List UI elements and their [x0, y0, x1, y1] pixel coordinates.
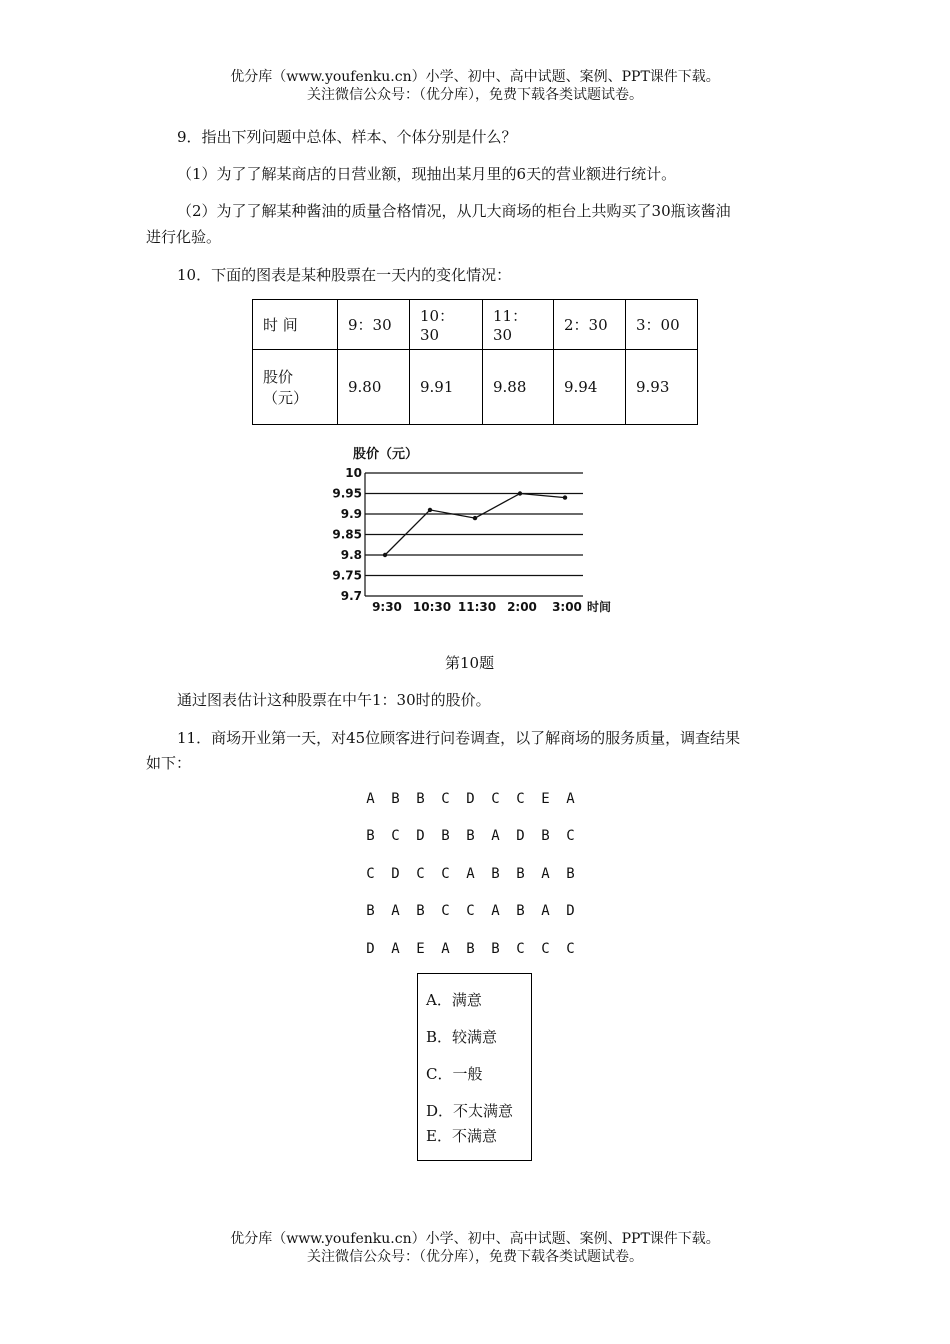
survey-cell: B [366, 828, 375, 845]
survey-cell: C [491, 791, 500, 807]
y-tick-label: 9.85 [332, 527, 362, 542]
survey-cell: D [566, 903, 575, 920]
footer-line-2: 关注微信公众号：（优分库），免费下载各类试题试卷。 [307, 1249, 643, 1265]
table-cell-price: 9.88 [483, 350, 554, 425]
survey-row [358, 825, 583, 862]
chart-y-ticks [332, 466, 362, 603]
price-unit: （元） [263, 389, 309, 407]
page-header [0, 68, 950, 104]
data-point [473, 516, 477, 520]
survey-cell: A [566, 791, 575, 807]
survey-cell: B [541, 828, 550, 845]
survey-cell: C [516, 940, 525, 957]
survey-cell: C [566, 828, 575, 845]
y-tick-label: 9.7 [340, 589, 362, 603]
q9-part2-line2: 进行化验。 [146, 228, 222, 246]
survey-cell: C [366, 865, 375, 882]
survey-cell: C [466, 903, 475, 920]
survey-row [358, 863, 583, 900]
data-point [518, 491, 522, 495]
page-footer [0, 1230, 950, 1266]
survey-cell: B [516, 865, 525, 882]
table-cell-time: 9：30 [338, 300, 410, 350]
series-line [385, 494, 565, 556]
survey-cell: B [566, 865, 575, 882]
table-row-price [253, 350, 698, 425]
table-cell-time: 10：30 [410, 300, 483, 350]
footer-line-1: 优分库（www.youfenku.cn）小学、初中、高中试题、案例、PPT课件下载。 [230, 1231, 720, 1247]
x-axis-label: 时间 [586, 600, 612, 614]
table-row-time [253, 300, 698, 350]
table-header-price [253, 350, 338, 425]
data-point [563, 495, 567, 499]
survey-cell: A [366, 791, 375, 807]
survey-cell: B [516, 903, 525, 920]
y-tick-label: 9.95 [332, 486, 362, 501]
survey-cell: C [441, 865, 450, 882]
survey-cell: D [466, 791, 475, 807]
q9-part1: （1）为了了解某商店的日营业额，现抽出某月里的6天的营业额进行统计。 [177, 165, 677, 183]
chart-title: 股价（元） [353, 447, 419, 462]
survey-cell: C [566, 940, 575, 957]
survey-cell: A [541, 903, 550, 920]
table-header-time: 时 间 [253, 300, 338, 350]
y-tick-label: 10 [345, 466, 362, 480]
survey-cell: C [441, 791, 450, 807]
stock-price-table [252, 299, 698, 425]
survey-cell: B [416, 791, 425, 807]
y-tick-label: 9.8 [340, 548, 362, 562]
table-cell-price: 9.94 [554, 350, 626, 425]
survey-cell: D [391, 865, 400, 882]
survey-row [358, 938, 583, 975]
survey-cell: E [541, 791, 550, 807]
q10-title: 10．下面的图表是某种股票在一天内的变化情况： [177, 266, 512, 284]
survey-cell: E [416, 940, 425, 957]
x-tick-label: 2:00 [507, 600, 537, 614]
survey-cell: B [491, 865, 500, 882]
data-point [428, 508, 432, 512]
survey-cell: C [416, 865, 425, 882]
rating-legend-box [417, 973, 532, 1161]
survey-cell: B [491, 940, 500, 957]
data-point [383, 553, 387, 557]
survey-cell: A [541, 865, 550, 882]
survey-cell: A [391, 903, 400, 920]
x-tick-label: 10:30 [412, 600, 452, 614]
legend-item-d: D．不太满意 [426, 1102, 514, 1120]
survey-cell: C [391, 828, 400, 845]
stock-price-chart [325, 438, 625, 620]
survey-cell: B [366, 903, 375, 920]
survey-results-grid [358, 788, 583, 975]
survey-cell: D [366, 940, 375, 957]
survey-cell: A [491, 828, 500, 845]
table-cell-time: 3：00 [626, 300, 698, 350]
survey-cell: C [516, 791, 525, 807]
chart-grid [365, 473, 583, 596]
y-tick-label: 9.75 [332, 568, 362, 583]
table-cell-price: 9.93 [626, 350, 698, 425]
survey-cell: A [441, 940, 450, 957]
table-cell-time: 11：30 [483, 300, 554, 350]
table-cell-price: 9.80 [338, 350, 410, 425]
chart-caption: 第10题 [445, 654, 495, 672]
table-cell-price: 9.91 [410, 350, 483, 425]
legend-item-b: B．较满意 [426, 1028, 498, 1046]
survey-cell: A [491, 903, 500, 920]
x-tick-label: 9:30 [372, 600, 402, 614]
legend-item-c: C．一般 [426, 1065, 483, 1083]
q9-part2-line1: （2）为了了解某种酱油的质量合格情况，从几大商场的柜台上共购买了30瓶该酱油 [177, 202, 731, 220]
survey-cell: B [416, 903, 425, 920]
header-line-2: 关注微信公众号：（优分库），免费下载各类试题试卷。 [307, 87, 643, 103]
survey-cell: D [416, 828, 425, 845]
survey-cell: B [466, 828, 475, 845]
survey-cell: B [441, 828, 450, 845]
table-cell-time: 2：30 [554, 300, 626, 350]
survey-row [358, 788, 583, 825]
legend-item-a: A．满意 [426, 991, 482, 1009]
legend-item-e: E．不满意 [426, 1127, 497, 1145]
survey-cell: A [391, 940, 400, 957]
survey-cell: C [441, 903, 450, 920]
price-label: 股价 [263, 368, 294, 386]
chart-x-ticks [372, 599, 611, 614]
y-tick-label: 9.9 [340, 507, 362, 521]
q9-title: 9．指出下列问题中总体、样本、个体分别是什么？ [177, 128, 517, 146]
survey-cell: C [541, 940, 550, 957]
chart-series [383, 491, 567, 557]
q10-question: 通过图表估计这种股票在中午1：30时的股价。 [177, 691, 491, 709]
survey-cell: A [466, 865, 475, 882]
survey-cell: B [466, 940, 475, 957]
header-line-1: 优分库（www.youfenku.cn）小学、初中、高中试题、案例、PPT课件下载。 [230, 69, 720, 85]
survey-row [358, 900, 583, 937]
survey-cell: B [391, 791, 400, 807]
x-tick-label: 11:30 [457, 600, 497, 614]
survey-cell: D [516, 828, 525, 845]
q11-title-line2: 如下： [146, 754, 192, 772]
x-tick-label: 3:00 [552, 600, 582, 614]
q11-title-line1: 11．商场开业第一天，对45位顾客进行问卷调查，以了解商场的服务质量，调查结果 [177, 729, 741, 747]
